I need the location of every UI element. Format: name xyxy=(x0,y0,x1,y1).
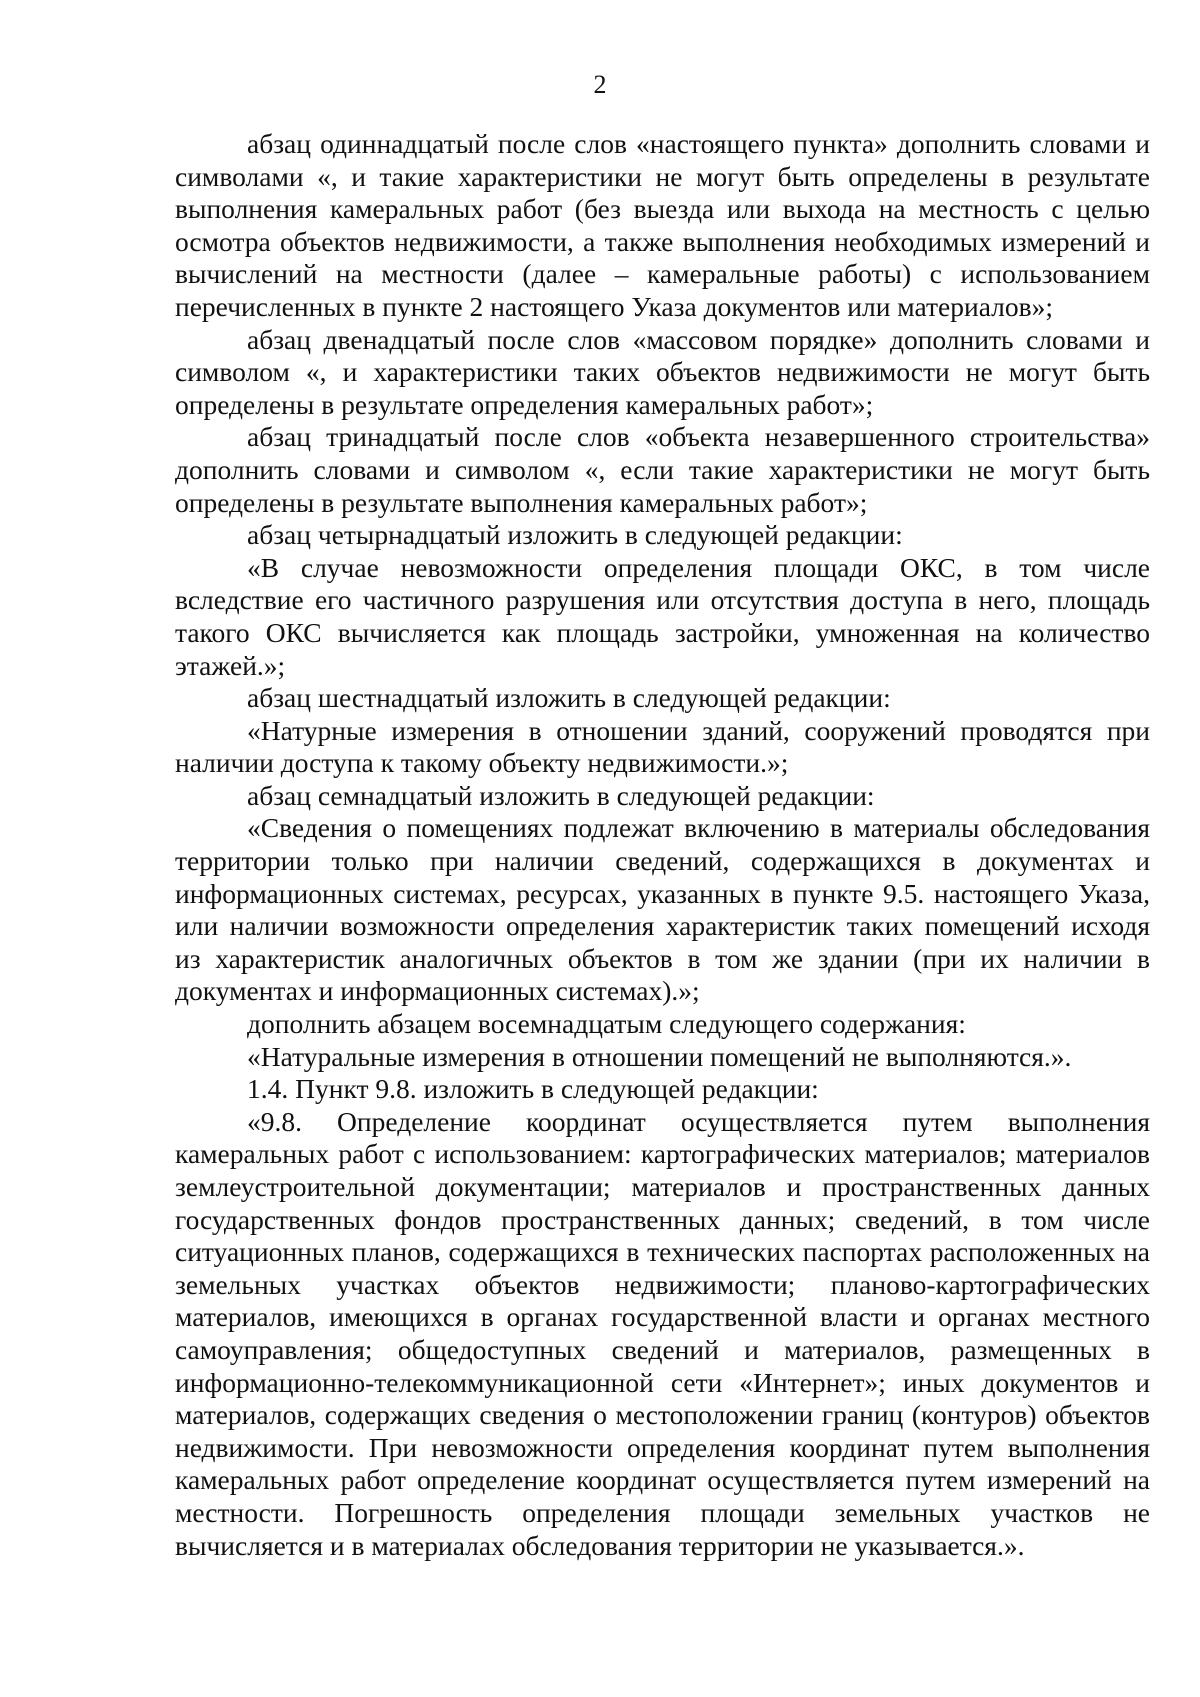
paragraph-heading-14: абзац четырнадцатый изложить в следующей редакции: xyxy=(247,519,903,551)
paragraph-item-1-4: 1.4. Пункт 9.8. изложить в следующей редакции: xyxy=(247,1073,819,1105)
paragraph-amend-13: абзац тринадцатый после слов «объекта незавершенного строительства» дополнить словами и символом «, если такие характеристики не могут быть определены в результате выполнения камеральных работ»; xyxy=(175,421,1150,518)
paragraph-quote-17: «Сведения о помещениях подлежат включению в материалы обследования территории только при наличии сведений, содержащихся в документах и информационных системах, ресурсах, указанных в пункте 9.5. настоящего Указа, или наличии возможности определения характеристик таких помещений исходя из характеристик аналогичных объектов в том же здании (при их наличии в документах и информационных системах).»; xyxy=(175,812,1150,1007)
page-number: 2 xyxy=(593,70,607,99)
paragraph-quote-9-8: «9.8. Определение координат осуществляется путем выполнения камеральных работ с использованием: картографических материалов; материалов землеустроительной документации; материалов и пространственных данных государственных фондов пространственных данных; сведений, в том числе ситуационных планов, содержащихся в технических паспортах расположенных на земельных участках объектов недвижимости; планово-картографических материалов, имеющихся в органах государственной власти и органах местного самоуправления; общедоступных сведений и материалов, размещенных в информационно-телекоммуникационной сети «Интернет»; иных документов и материалов, содержащих сведения о местоположении границ (контуров) объектов недвижимости. При невозможности определения координат путем выполнения камеральных работ определение координат осуществляется путем измерений на местности. Погрешность определения площади земельных участков не вычисляется и в материалах обследования территории не указывается.». xyxy=(175,1105,1150,1561)
paragraph-heading-16: абзац шестнадцатый изложить в следующей редакции: xyxy=(247,682,891,714)
paragraph-quote-14: «В случае невозможности определения площади ОКС, в том числе вследствие его частичного разрушения или отсутствия доступа в него, площадь такого ОКС вычисляется как площадь застройки, умноженная на количество этажей.»; xyxy=(175,551,1150,681)
paragraph-amend-11: абзац одиннадцатый после слов «настоящего пункта» дополнить словами и символами «, и такие характеристики не могут быть определены в результате выполнения камеральных работ (без выезда или выхода на местность с целью осмотра объектов недвижимости, а также выполнения необходимых измерений и вычислений на местности (далее – камеральные работы) с использованием перечисленных в пункте 2 настоящего Указа документов или материалов»; xyxy=(175,128,1150,322)
paragraph-amend-12: абзац двенадцатый после слов «массовом порядке» дополнить словами и символом «, и характеристики таких объектов недвижимости не могут быть определены в результате определения камеральных работ»; xyxy=(175,323,1150,420)
paragraph-heading-18: дополнить абзацем восемнадцатым следующего содержания: xyxy=(247,1008,966,1040)
paragraph-quote-18: «Натуральные измерения в отношении помещений не выполняются.». xyxy=(247,1040,1072,1072)
paragraph-heading-17: абзац семнадцатый изложить в следующей редакции: xyxy=(247,779,875,811)
document-body xyxy=(175,128,1150,1562)
paragraph-quote-16: «Натурные измерения в отношении зданий, сооружений проводятся при наличии доступа к такому объекту недвижимости.»; xyxy=(175,714,1150,779)
